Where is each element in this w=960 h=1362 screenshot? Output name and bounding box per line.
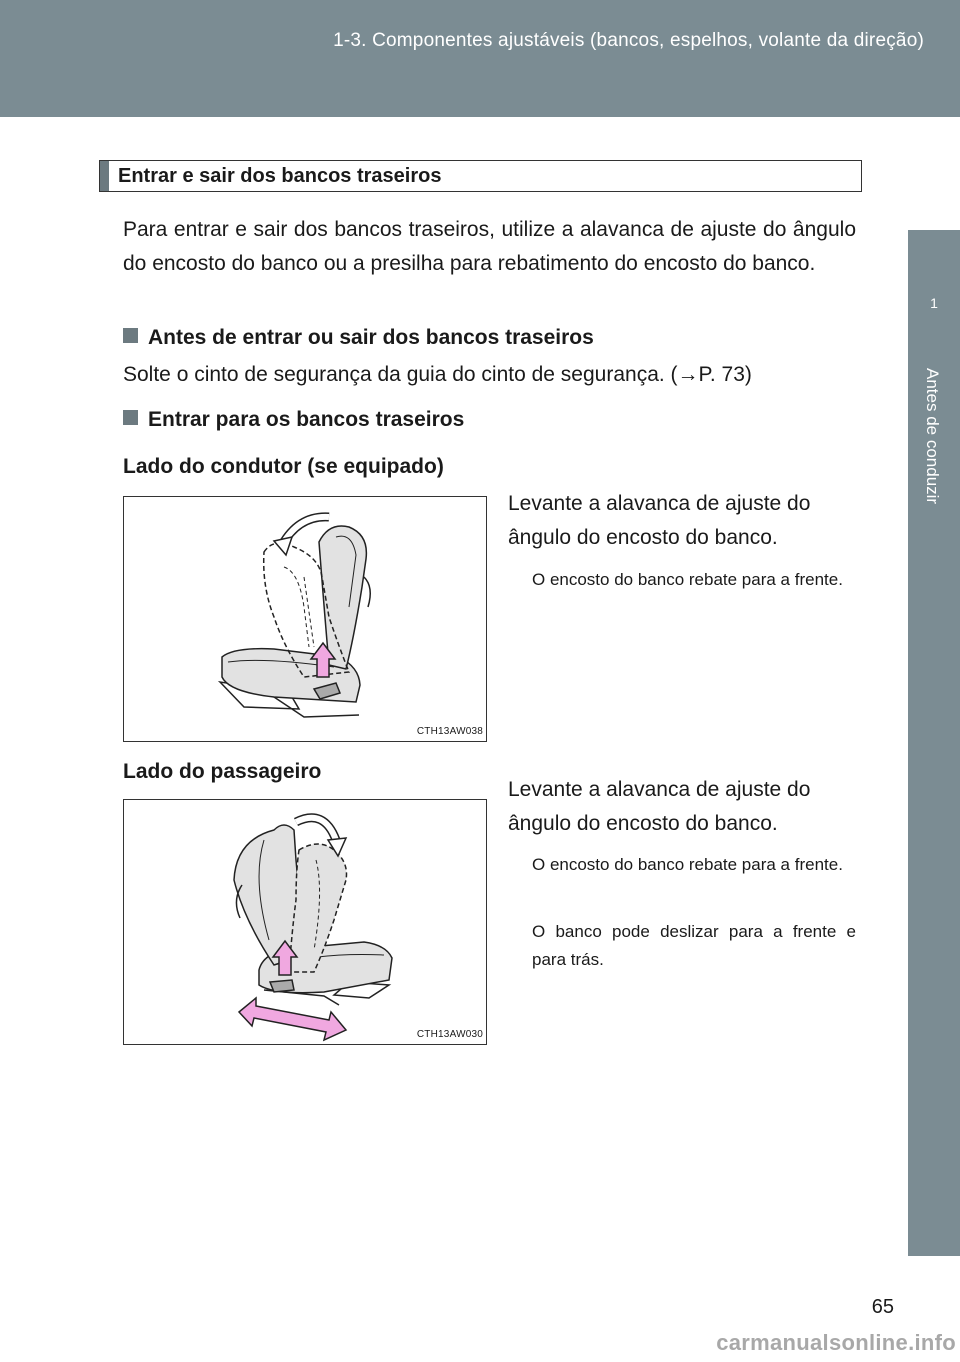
page-number: 65 xyxy=(871,1296,894,1318)
side-tab-label: Antes de conduzir xyxy=(923,368,942,505)
side-tab-label-box xyxy=(908,356,960,1256)
driver-seat-figure xyxy=(123,496,487,742)
section-title-box xyxy=(99,160,862,192)
driver-side-heading: Lado do condutor (se equipado) xyxy=(123,455,444,478)
driver-note: O encosto do banco rebate para a frente. xyxy=(532,570,843,589)
passenger-side-heading: Lado do passageiro xyxy=(123,760,322,783)
square-bullet-icon xyxy=(123,328,138,343)
passenger-seat-figure xyxy=(123,799,487,1045)
figure-code: CTH13AW030 xyxy=(416,1029,483,1040)
watermark: carmanualsonline.info xyxy=(716,1330,956,1355)
passenger-note-1: O encosto do banco rebate para a frente. xyxy=(532,855,843,874)
driver-step-text: Levante a alavanca de ajuste do ângulo do encosto do banco. xyxy=(508,492,811,549)
driver-seat-illustration xyxy=(124,497,488,743)
passenger-seat-illustration xyxy=(124,800,488,1046)
square-bullet-icon xyxy=(123,410,138,425)
side-tab-number: 1 xyxy=(908,230,960,356)
subheading-text: Entrar para os bancos traseiros xyxy=(148,408,465,431)
passenger-note-2: O banco pode deslizar para a frente e para trás. xyxy=(532,922,856,969)
section-title: Entrar e sair dos bancos traseiros xyxy=(118,165,442,187)
subheading-before-entering xyxy=(123,326,594,350)
page-header xyxy=(0,0,960,117)
passenger-step-text: Levante a alavanca de ajuste do ângulo do encosto do banco. xyxy=(508,778,811,835)
subheading-text: Antes de entrar ou sair dos bancos traseiros xyxy=(148,326,594,349)
intro-paragraph: Para entrar e sair dos bancos traseiros, utilize a alavanca de ajuste do ângulo do encosto do banco ou a presilha para rebatimento do encosto do banco. xyxy=(123,218,856,275)
release-belt-text: Solte o cinto de segurança da guia do cinto de segurança. (→P. 73) xyxy=(123,363,752,386)
chapter-title: 1-3. Componentes ajustáveis (bancos, espelhos, volante da direção) xyxy=(333,30,924,51)
subheading-entering xyxy=(123,408,464,432)
figure-code: CTH13AW038 xyxy=(416,726,483,737)
